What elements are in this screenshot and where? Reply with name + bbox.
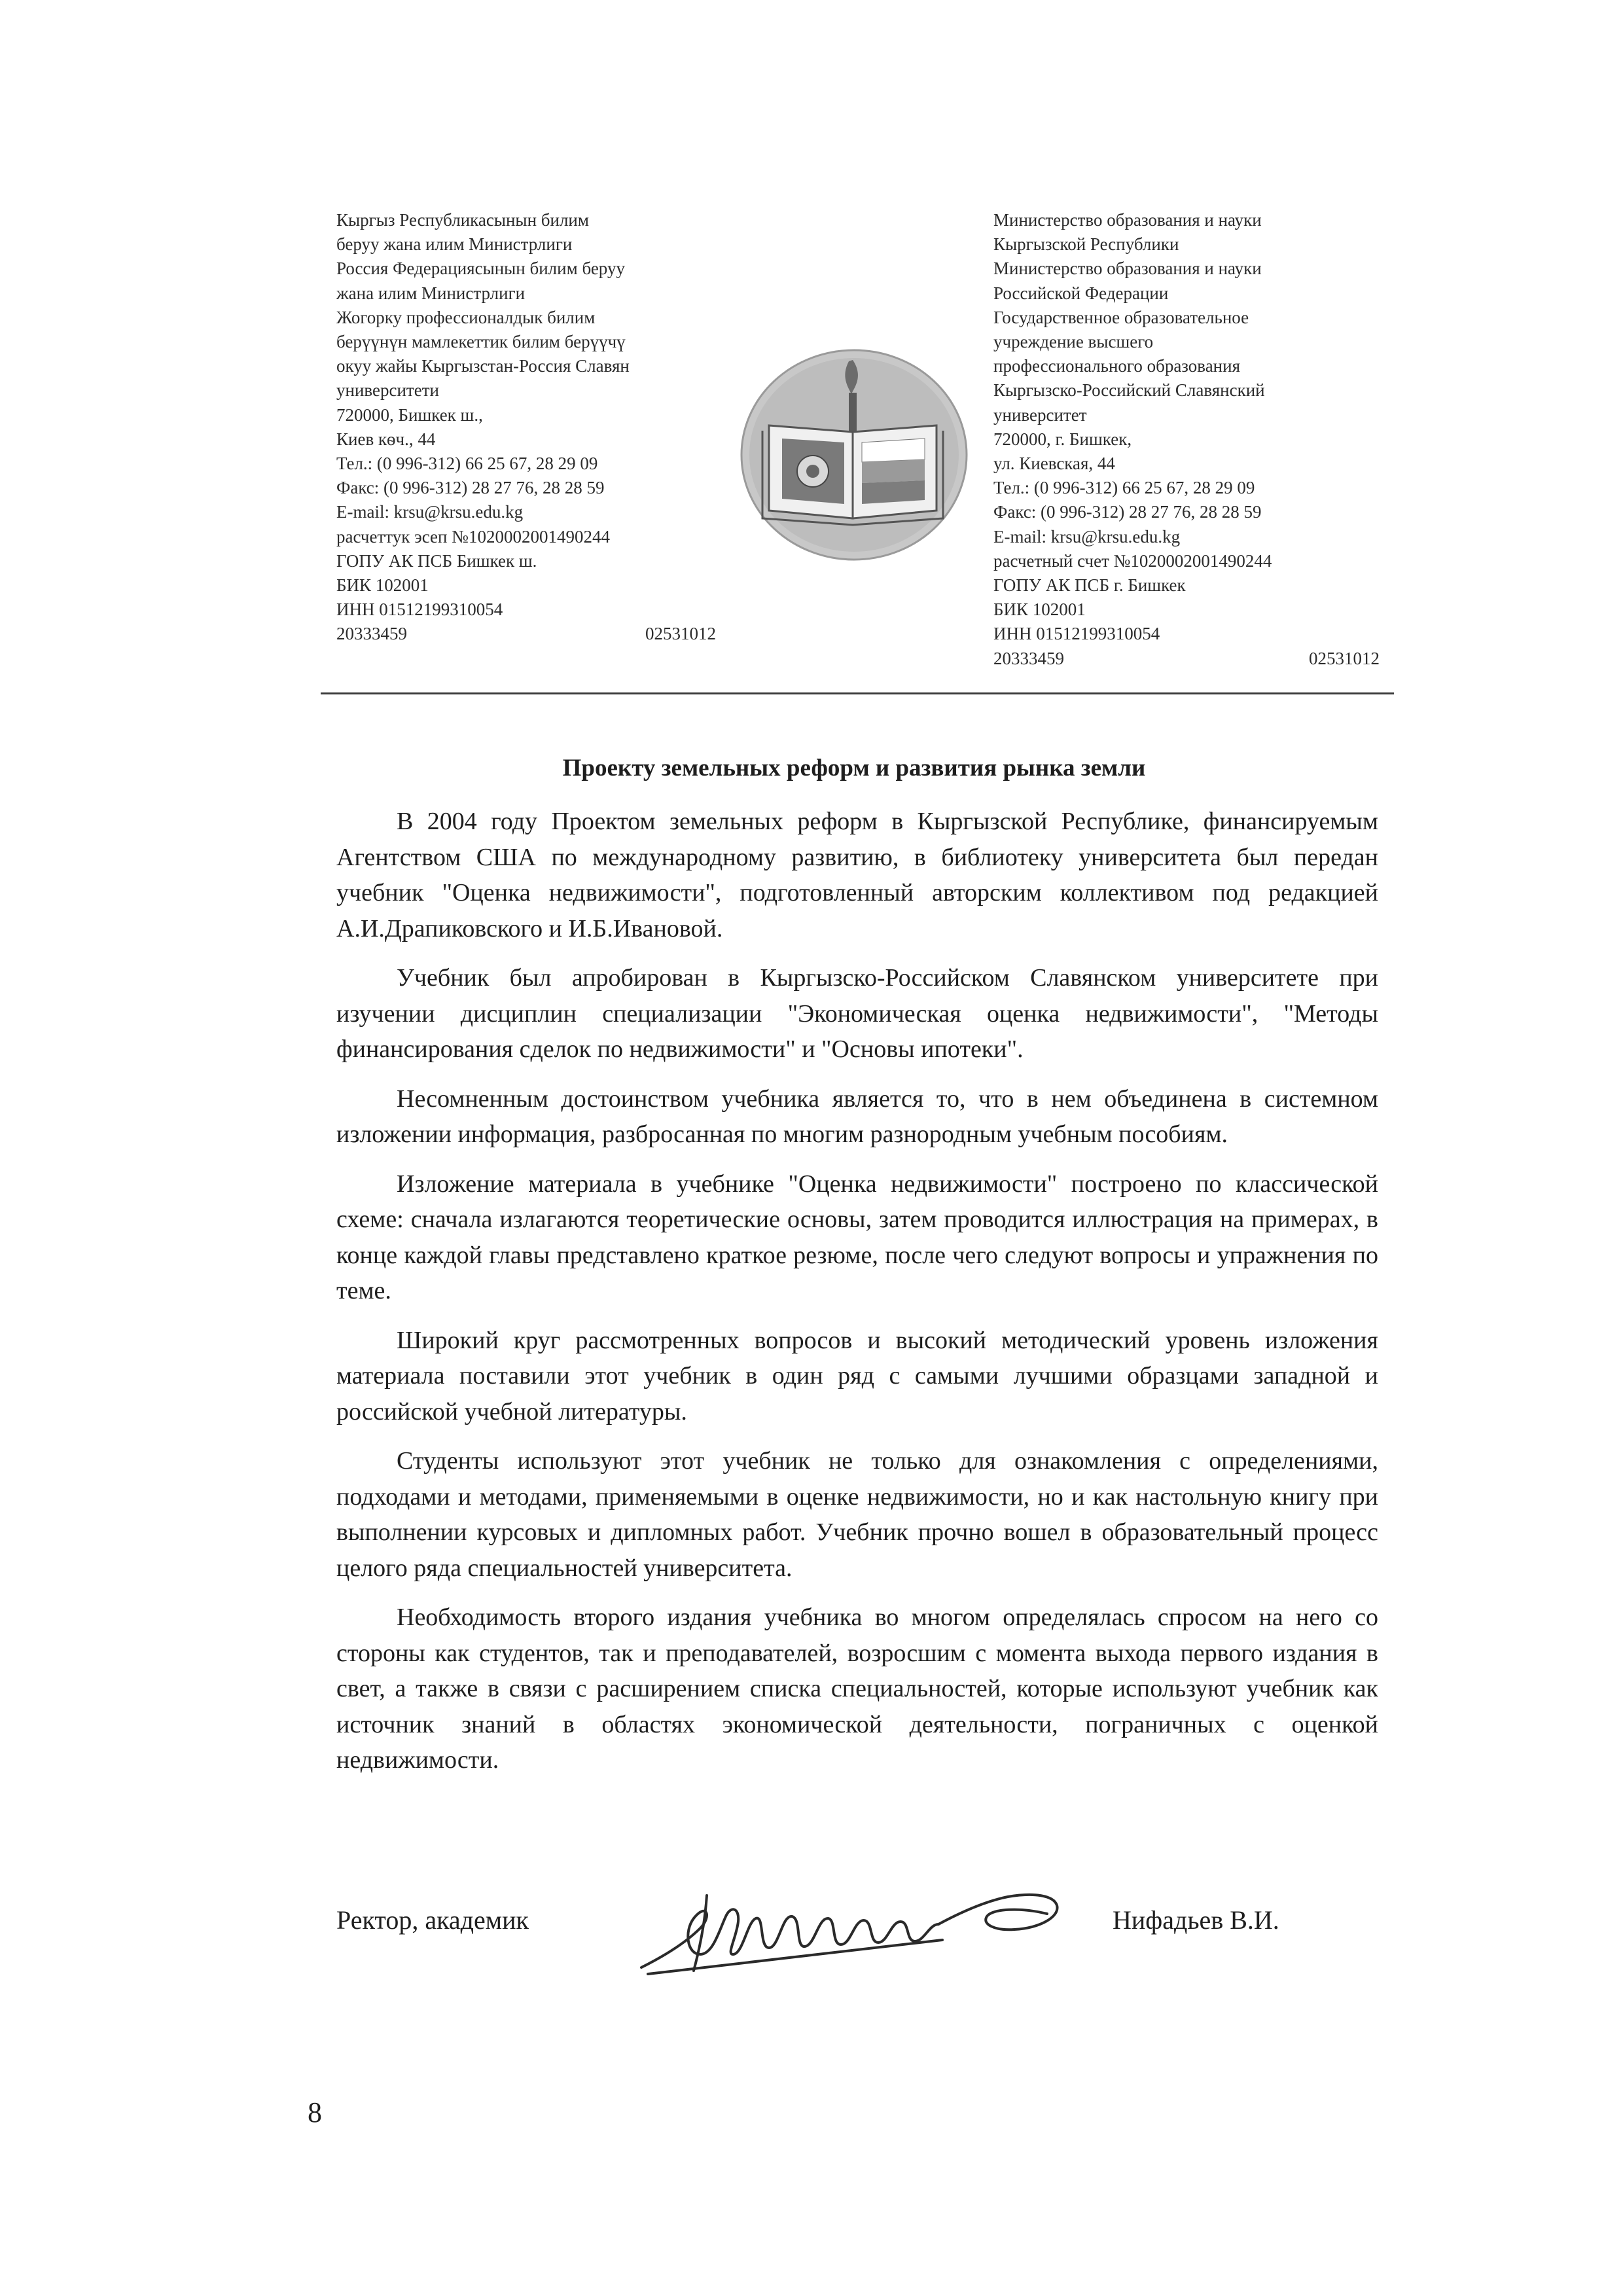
letterhead-line: Кыргыз Республикасынын билим [336, 210, 589, 230]
letterhead-russian [993, 208, 1380, 671]
letterhead-inn: ИНН 01512199310054 [993, 624, 1160, 644]
letter-paragraph: Учебник был апробирован в Кыргызско-Российском Славянском университете при изучении дисциплин специализации "Экономическая оценка недвижимости", "Методы финансирования сделок по недвижимости" и "Основы ипотеки". [336, 964, 1378, 1063]
letterhead-line: беруу жана илим Министрлиги [336, 234, 573, 255]
letterhead-fax: Факс: (0 996-312) 28 27 76, 28 28 59 [336, 478, 605, 498]
letter-paragraph: Изложение материала в учебнике "Оценка недвижимости" построено по классической схеме: сначала излагаются теоретические основы, затем проводится иллюстрация на примерах, в конце каждой главы представлено краткое резюме, после чего следуют вопросы и упражнения по теме. [336, 1170, 1378, 1304]
letterhead-line: окуу жайы Кыргызстан-Россия Славян [336, 356, 630, 376]
letterhead-line: жана илим Министрлиги [336, 283, 526, 303]
letter-paragraph: В 2004 году Проектом земельных реформ в Кыргызской Республике, финансируемым Агентством США по международному развитию, в библиотеку университета был передан учебник "Оценка недвижимости", подготовленный авторским коллективом под редакцией А.И.Драпиковского и И.Б.Ивановой. [336, 808, 1378, 942]
letter-paragraph: Студенты используют этот учебник не только для ознакомления с определениями, подходами и методами, применяемыми в оценке недвижимости, но и как настольную книгу при выполнении курсовых и дипломных работ. Учебник прочно вошел в образовательный процесс целого ряда специальностей университета. [336, 1447, 1378, 1582]
letter-paragraph: Несомненным достоинством учебника является то, что в нем объединена в системном изложении информация, разбросанная по многим разнородным учебным пособиям. [336, 1085, 1378, 1148]
letterhead-bank: ГОПУ АК ПСБ г. Бишкек [993, 575, 1186, 596]
letterhead-code: 20333459 [336, 624, 407, 644]
university-emblem-icon [736, 347, 972, 563]
letterhead-code: 02531012 [645, 624, 716, 644]
letterhead-line: Россия Федерациясынын билим беруу [336, 259, 625, 279]
signer-role: Ректор, академик [336, 1905, 529, 1935]
letterhead-kyrgyz [336, 208, 716, 647]
letterhead-line: университет [993, 404, 1087, 425]
letterhead-line: Кыргызско-Российский Славянский [993, 380, 1265, 401]
letterhead-divider [321, 692, 1394, 694]
letterhead-line: берүүнүн мамлекеттик билим берүүчү [336, 332, 626, 352]
letterhead-codes [993, 647, 1380, 671]
letterhead-code: 20333459 [993, 648, 1064, 668]
letterhead-line: Министерство образования и науки [993, 210, 1262, 230]
letterhead-address: ул. Киевская, 44 [993, 454, 1115, 474]
signer-name: Нифадьев В.И. [1113, 1905, 1279, 1935]
letterhead-bank: ГОПУ АК ПСБ Бишкек ш. [336, 550, 537, 571]
letter-body [336, 804, 1378, 1792]
letterhead-account: расчетный счет №1020002001490244 [993, 550, 1272, 571]
letterhead-fax: Факс: (0 996-312) 28 27 76, 28 28 59 [993, 502, 1262, 522]
letterhead-line: Министерство образования и науки [993, 259, 1262, 279]
letterhead-email: E-mail: krsu@krsu.edu.kg [993, 526, 1181, 547]
letterhead-account: расчеттук эсеп №1020002001490244 [336, 526, 610, 547]
letterhead-line: университети [336, 380, 439, 401]
letterhead-line: Кыргызской Республики [993, 234, 1179, 255]
letterhead-address: 720000, Бишкек ш., [336, 404, 483, 425]
letterhead-address: 720000, г. Бишкек, [993, 429, 1132, 449]
letter-paragraph: Необходимость второго издания учебника во многом определялась спросом на него со стороны как студентов, так и преподавателей, возросшим с момента выхода первого издания в свет, а также в связи с расширением списка специальностей, которые используют учебник как источник знаний в областях экономической деятельности, пограничных с оценкой недвижимости. [336, 1604, 1378, 1774]
handwritten-signature-icon [628, 1856, 1086, 1987]
letterhead-inn: ИНН 01512199310054 [336, 600, 503, 620]
letterhead-code: 02531012 [1309, 648, 1380, 668]
letterhead-line: Российской Федерации [993, 283, 1169, 303]
letter-title: Проекту земельных реформ и развития рынка земли [562, 755, 1146, 781]
page-number: 8 [308, 2096, 322, 2128]
letterhead-line: Государственное образовательное [993, 307, 1249, 327]
letterhead-address: Киев кѳч., 44 [336, 429, 436, 449]
letterhead-email: E-mail: krsu@krsu.edu.kg [336, 502, 524, 522]
letterhead-bik: БИК 102001 [993, 600, 1086, 620]
letterhead-codes [336, 622, 716, 646]
letterhead-bik: БИК 102001 [336, 575, 429, 596]
letterhead-phone: Тел.: (0 996-312) 66 25 67, 28 29 09 [993, 478, 1255, 498]
letterhead-line: Жогорку профессионалдык билим [336, 307, 596, 327]
letterhead-phone: Тел.: (0 996-312) 66 25 67, 28 29 09 [336, 454, 598, 474]
letterhead-line: профессионального образования [993, 356, 1240, 376]
letterhead-line: учреждение высшего [993, 332, 1154, 352]
letter-paragraph: Широкий круг рассмотренных вопросов и высокий методический уровень изложения материала поставили этот учебник в один ряд с самыми лучшими образцами западной и российской учебной литературы. [336, 1326, 1378, 1426]
